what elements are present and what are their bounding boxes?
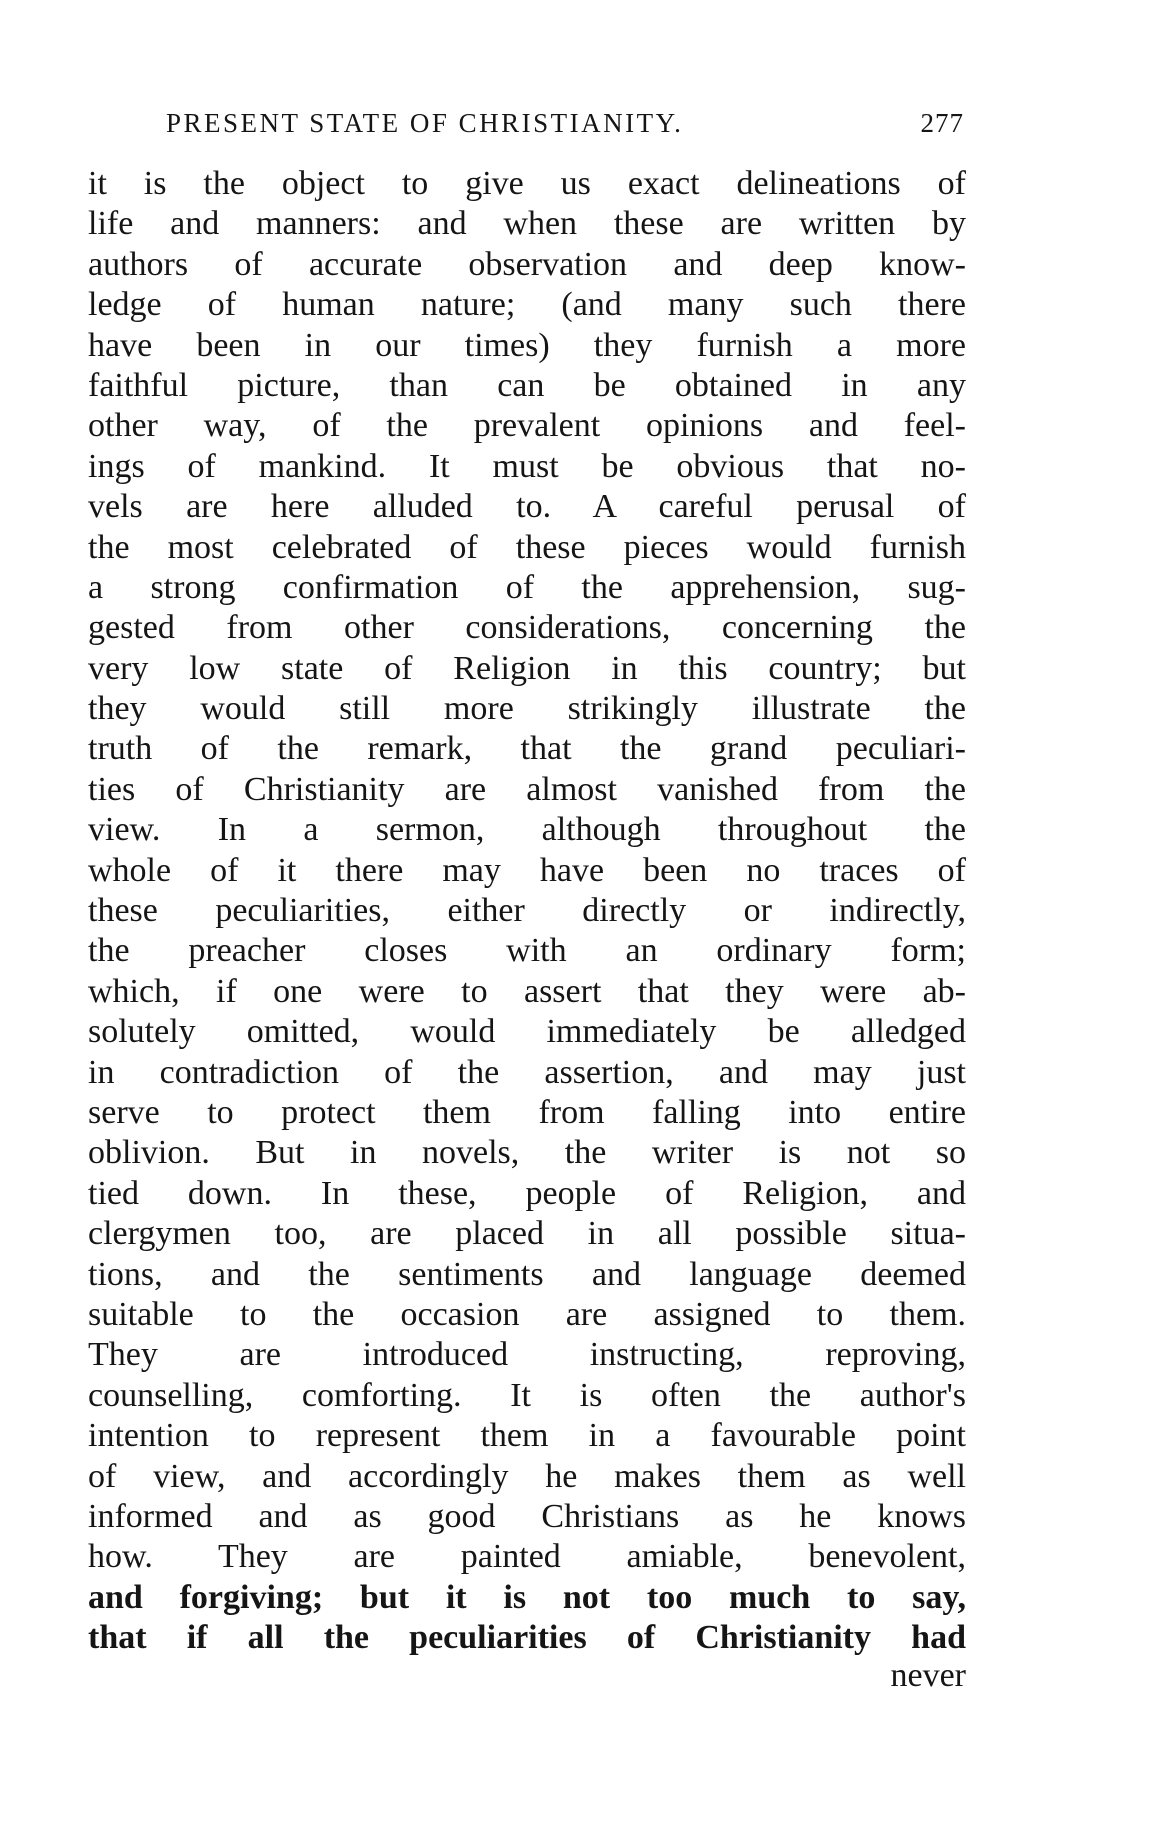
text-line: that if all the peculiarities of Christianity had [88,1619,966,1657]
text-line: ings of mankind. It must be obvious that no- [88,447,966,485]
text-line: vels are here alluded to. A careful perusal of [88,488,966,526]
text-line: ties of Christianity are almost vanished from the [88,770,966,808]
text-line: a strong confirmation of the apprehension, sug- [88,568,966,606]
text-line: and forgiving; but it is not too much to say, [88,1578,966,1616]
text-line: life and manners: and when these are written by [88,205,966,243]
text-line: authors of accurate observation and deep know- [88,245,966,283]
text-line: informed and as good Christians as he knows [88,1497,966,1535]
text-line: have been in our times) they furnish a more [88,326,966,364]
text-line: suitable to the occasion are assigned to them. [88,1295,966,1333]
running-head: PRESENT STATE OF CHRISTIANITY. [166,108,684,138]
text-line: counselling, comforting. It is often the author's [88,1376,966,1414]
text-line: in contradiction of the assertion, and may just [88,1053,966,1091]
text-line: they would still more strikingly illustrate the [88,690,966,728]
catchword: never [890,1657,966,1694]
text-line: other way, of the prevalent opinions and feel- [88,407,966,445]
text-line: They are introduced instructing, reproving, [88,1336,966,1374]
text-line: solutely omitted, would immediately be alledged [88,1013,966,1051]
text-line: serve to protect them from falling into entire [88,1093,966,1131]
text-line: ledge of human nature; (and many such there [88,286,966,324]
text-line: how. They are painted amiable, benevolent, [88,1538,966,1576]
text-line: gested from other considerations, concerning the [88,609,966,647]
text-line: very low state of Religion in this country; but [88,649,966,687]
text-line: view. In a sermon, although throughout the [88,811,966,849]
page-header [166,108,964,148]
text-line: it is the object to give us exact delineations of [88,165,966,202]
text-line: tions, and the sentiments and language deemed [88,1255,966,1293]
text-line: clergymen too, are placed in all possible situa- [88,1215,966,1253]
page-number: 277 [920,108,964,138]
text-line: oblivion. But in novels, the writer is not so [88,1134,966,1172]
body-text [88,164,966,1658]
text-line: faithful picture, than can be obtained in any [88,366,966,404]
text-line: tied down. In these, people of Religion, and [88,1174,966,1212]
text-line: of view, and accordingly he makes them as well [88,1457,966,1495]
text-line: the most celebrated of these pieces would furnish [88,528,966,566]
text-line: intention to represent them in a favourable point [88,1417,966,1455]
text-line: whole of it there may have been no traces of [88,851,966,889]
text-line: which, if one were to assert that they were ab- [88,972,966,1010]
text-line: truth of the remark, that the grand peculiari- [88,730,966,768]
text-line: these peculiarities, either directly or indirectly, [88,892,966,930]
text-line: the preacher closes with an ordinary form; [88,932,966,970]
